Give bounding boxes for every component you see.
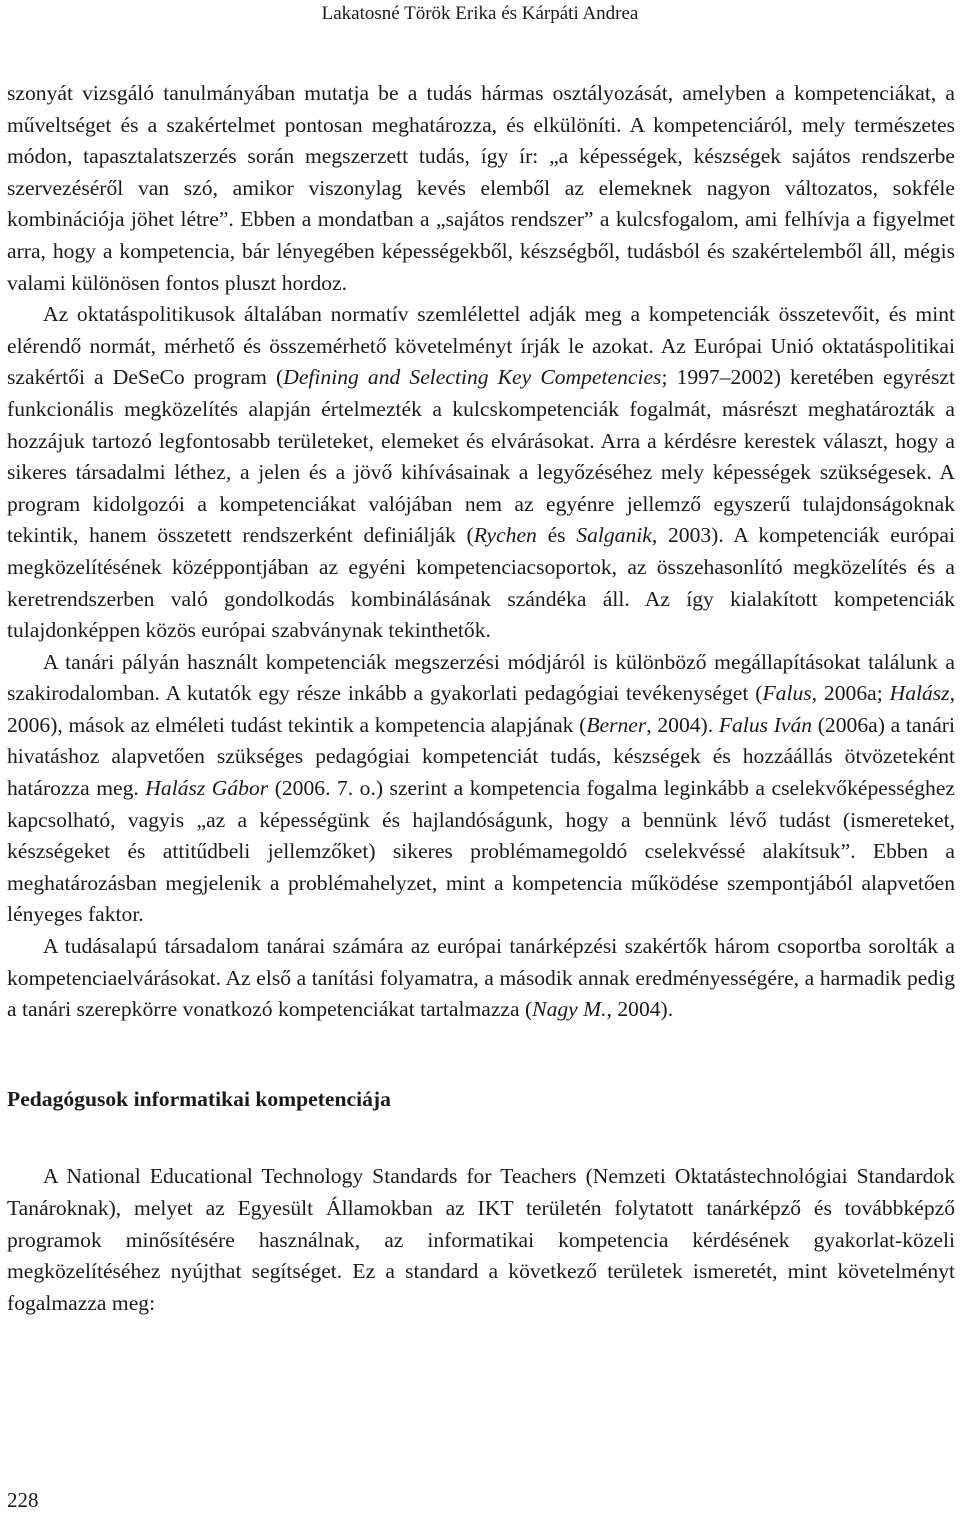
text-run: és: [536, 523, 577, 548]
text-run: (2006. 7. o.) szerint a kompetencia fogalma leginkább a cselekvőképességhez kapcsolható, vagyis „az a képességünk és hajlandóságunk, hogy a bennünk lévő tudást (ismereteket, készségeket és attitűdbeli jellemzőket) sikeres problémamegoldó cselekvéssé alakítsuk”. Ebben a meghatározásban megjelenik a problémahelyzet, mint a kompetencia működése szempontjából alapvetően lényeges faktor.: [7, 776, 955, 927]
text-run: (2006a) a tanári hivatáshoz alapvetően szükséges pedagógiai kompetenciát tudás, készségek és hozzáállás ötvözeteként határozza meg.: [7, 712, 955, 801]
page-number: 228: [7, 1488, 39, 1512]
italic-text-run: Rychen: [473, 523, 537, 548]
paragraph-1: [7, 78, 955, 299]
text-run: , 2006a;: [811, 681, 890, 706]
section-heading: Pedagógusok informatikai kompetenciája: [7, 1086, 391, 1111]
paragraph-4: [7, 931, 955, 1026]
italic-text-run: Salganik: [576, 523, 652, 548]
italic-text-run: Defining and Selecting Key Competencies: [283, 365, 662, 390]
body-text: [7, 78, 955, 1319]
text-run: , 2006), mások az elméleti tudást tekintik a kompetencia alapjának (: [7, 681, 955, 737]
italic-text-run: Berner: [586, 712, 647, 737]
italic-text-run: Nagy M.: [532, 997, 607, 1022]
paragraph-2: [7, 299, 955, 647]
text-run: Az oktatáspolitikusok általában normatív szemlélettel adják meg a kompetenciák összetevőit, és mint elérendő normát, mérhető és összemérhető követelményt írják le azokat. Az Európai Unió oktatáspolitikai szakértői a DeSeCo program (: [7, 302, 955, 390]
text-run: , 2004).: [646, 712, 719, 737]
text-run: A National Educational Technology Standards for Teachers (Nemzeti Oktatástechnológiai Standardok Tanároknak), melyet az Egyesült Államokban az IKT területén folytatott tanárképző és továbbképző programok minősítésére használnak, az informatikai kompetencia kérdésének gyakorlat-közeli megközelítéséhez nyújthat segítséget. Ez a standard a következő területek ismeretét, mint követelményt fogalmazza meg:: [7, 1164, 955, 1315]
italic-text-run: Falus Iván: [718, 712, 813, 737]
text-run: szonyát vizsgáló tanulmányában mutatja be a tudás hármas osztályozását, amelyben a kompetenciákat, a műveltséget és a szakértelmet pontosan meghatározza, és elkülöníti. A kompetenciáról, mely természetes módon, tapasztalatszerzés során megszerzett tudás, így ír: „a képességek, készségek sajátos rendszerbe szervezéséről van szó, amikor viszonylag kevés elemből az elemeknek nagyon változatos, sokféle kombinációja jöhet létre”. Ebben a mondatban a „sajátos rendszer” a kulcsfogalom, ami felhívja a figyelmet arra, hogy a kompetencia, bár lényegében képességekből, készségből, tudásból és szakértelemből áll, mégis valami különösen fontos pluszt hordoz.: [7, 81, 955, 295]
italic-text-run: Halász Gábor: [145, 776, 269, 801]
text-run: A tanári pályán használt kompetenciák megszerzési módjáról is különböző megállapításokat találunk a szakirodalomban. A kutatók egy része inkább a gyakorlati pedagógiai tevékenységet (: [7, 649, 955, 706]
italic-text-run: Halász: [889, 681, 950, 706]
paragraph-5: [7, 1161, 955, 1319]
text-run: , 2003). A kompetenciák európai megközelítésének középpontjában az egyéni kompetenciacsoportok, az összehasonlító megközelítés és a keretrendszerben való gondolkodás kombinálásának szándéka áll. Az így kialakított kompetenciák tulajdonképpen közös európai szabványnak tekinthetők.: [7, 523, 955, 643]
running-head: Lakatosné Török Erika és Kárpáti Andrea: [321, 3, 639, 24]
italic-text-run: Falus: [762, 681, 812, 706]
paragraph-3: [7, 647, 955, 931]
text-run: , 2004).: [606, 997, 674, 1022]
text-run: A tudásalapú társadalom tanárai számára az európai tanárképzési szakértők három csoportba sorolták a kompetenciaelvárásokat. Az első a tanítási folyamatra, a második annak eredményességére, a harmadik pedig a tanári szerepkörre vonatkozó kompetenciákat tartalmazza (: [7, 934, 955, 1022]
text-run: ; 1997–2002) keretében egyrészt funkcionális megközelítés alapján értelmezték a kulcskompetenciák fogalmát, másrészt meghatározták a hozzájuk tartozó legfontosabb területeket, elemeket és elvárásokat. Arra a kérdésre kerestek választ, hogy a sikeres társadalmi léthez, a jelen és a jövő kihívásainak a legyőzéséhez mely képességek szükségesek. A program kidolgozói a kompetenciákat valójában nem az egyénre jellemző egyszerű tulajdonságoknak tekintik, hanem összetett rendszerként definiálják (: [7, 365, 955, 548]
